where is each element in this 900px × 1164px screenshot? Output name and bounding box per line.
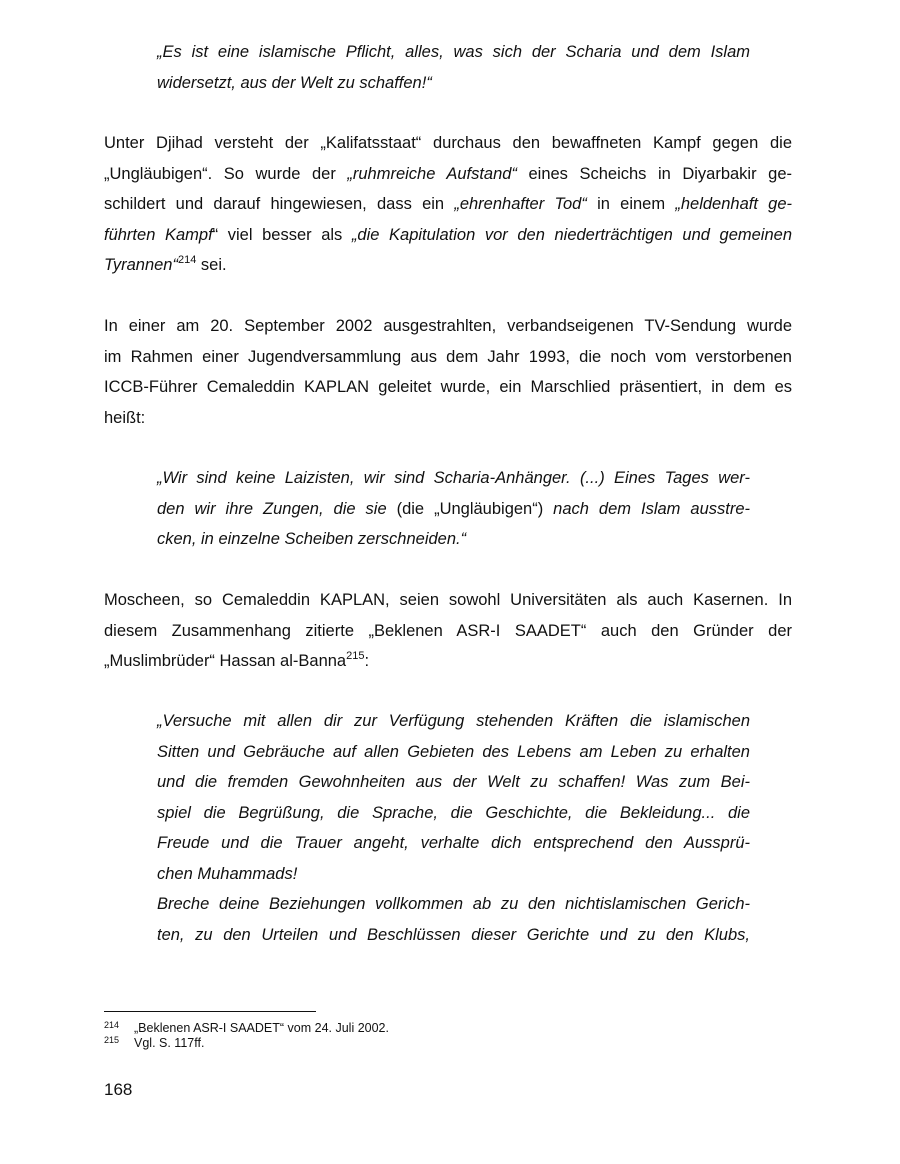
text-run: : xyxy=(364,652,370,670)
footnote-ref-214[interactable]: 214 xyxy=(177,254,197,266)
text-line xyxy=(104,189,792,220)
text-line: diesem Zusammenhang zitierte „Beklenen ASR-I SAADET“ auch den Gründer der xyxy=(104,621,792,640)
upright-run: (die „Ungläubigen“) xyxy=(396,499,544,518)
text-line: heißt: xyxy=(104,408,146,427)
footnote-number: 215 xyxy=(104,1035,120,1045)
text-line: Moscheen, so Cemaleddin KAPLAN, seien sowohl Universitäten als auch Kasernen. In xyxy=(104,591,792,609)
italic-run: Tyrannen“ xyxy=(104,256,178,274)
footnote-text: „Beklenen ASR-I SAADET“ vom 24. Juli 2002. xyxy=(134,1021,389,1035)
footnote-text: Vgl. S. 117ff. xyxy=(134,1036,205,1050)
text-line xyxy=(104,220,792,251)
text-run: in einem xyxy=(586,195,676,213)
quote-line: widersetzt, aus der Welt zu schaffen!“ xyxy=(157,73,432,92)
text-run: schildert und darauf hingewiesen, dass ein xyxy=(104,195,455,213)
paragraph-tv-broadcast xyxy=(104,311,792,433)
quote-line: Sitten und Gebräuche auf allen Gebieten des Lebens am Leben zu erhalten xyxy=(157,742,750,761)
italic-run: „die Kapitulation vor den niederträchtigen und gemeinen xyxy=(351,225,792,244)
footnote-215 xyxy=(104,1033,204,1051)
page-number: 168 xyxy=(104,1080,133,1099)
quote-line: spiel die Begrüßung, die Sprache, die Geschichte, die Bekleidung... die xyxy=(157,803,750,822)
italic-run: „ruhmreiche Aufstand“ xyxy=(347,164,517,183)
text-run: “ viel besser als xyxy=(212,225,352,244)
quote-line: ten, zu den Urteilen und Beschlüssen dieser Gerichte und zu den Klubs, xyxy=(157,925,750,944)
paragraph-moscheen xyxy=(104,585,792,677)
text-line: Unter Djihad versteht der „Kalifatsstaat“ durchaus den bewaffneten Kampf gegen die xyxy=(104,134,792,152)
text-line: ICCB-Führer Cemaleddin KAPLAN geleitet wurde, ein Marschlied präsentiert, in dem es xyxy=(104,378,792,396)
text-line: im Rahmen einer Jugendversammlung aus dem Jahr 1993, die noch vom verstorbenen xyxy=(104,347,792,366)
quote-block-2 xyxy=(157,463,750,555)
quote-line: Breche deine Beziehungen vollkommen ab zu den nichtislamischen Gerich- xyxy=(157,895,750,913)
text-line xyxy=(104,646,792,677)
quote-line xyxy=(157,494,750,525)
footnote-ref-215[interactable]: 215 xyxy=(346,650,365,662)
italic-run: führten Kampf xyxy=(104,225,213,244)
italic-run: den wir ihre Zungen, die sie xyxy=(157,499,397,518)
quote-line: chen Muhammads! xyxy=(157,864,298,883)
text-run: eines Scheichs in Diyarbakir ge- xyxy=(516,164,792,183)
quote-line: und die fremden Gewohnheiten aus der Welt zu schaffen! Was zum Bei- xyxy=(157,773,750,791)
quote-line: „Wir sind keine Laizisten, wir sind Scharia-Anhänger. (...) Eines Tages wer- xyxy=(157,469,750,487)
paragraph-djihad xyxy=(104,128,792,281)
footnote-separator xyxy=(104,1011,316,1012)
footnote-number: 214 xyxy=(104,1020,120,1030)
quote-line: „Es ist eine islamische Pflicht, alles, was sich der Scharia und dem Islam xyxy=(157,43,750,61)
text-line xyxy=(104,159,792,190)
quote-line: cken, in einzelne Scheiben zerschneiden.“ xyxy=(157,530,467,548)
quote-block-1 xyxy=(157,37,750,98)
quote-block-3 xyxy=(157,706,750,950)
quote-line: „Versuche mit allen dir zur Verfügung stehenden Kräften die islamischen xyxy=(157,712,750,730)
text-run: „Muslimbrüder“ Hassan al-Banna xyxy=(104,652,347,670)
text-run: „Ungläubigen“. So wurde der xyxy=(104,164,348,183)
text-line: In einer am 20. September 2002 ausgestrahlten, verbandseigenen TV-Sendung wurde xyxy=(104,317,792,335)
italic-run: „ehrenhafter Tod“ xyxy=(454,195,587,213)
text-run: sei. xyxy=(196,256,227,274)
italic-run: „heldenhaft ge- xyxy=(675,195,792,213)
quote-line: Freude und die Trauer angeht, verhalte dich entsprechend den Aussprü- xyxy=(157,834,750,852)
italic-run: nach dem Islam ausstre- xyxy=(543,499,750,518)
text-line xyxy=(104,250,792,281)
